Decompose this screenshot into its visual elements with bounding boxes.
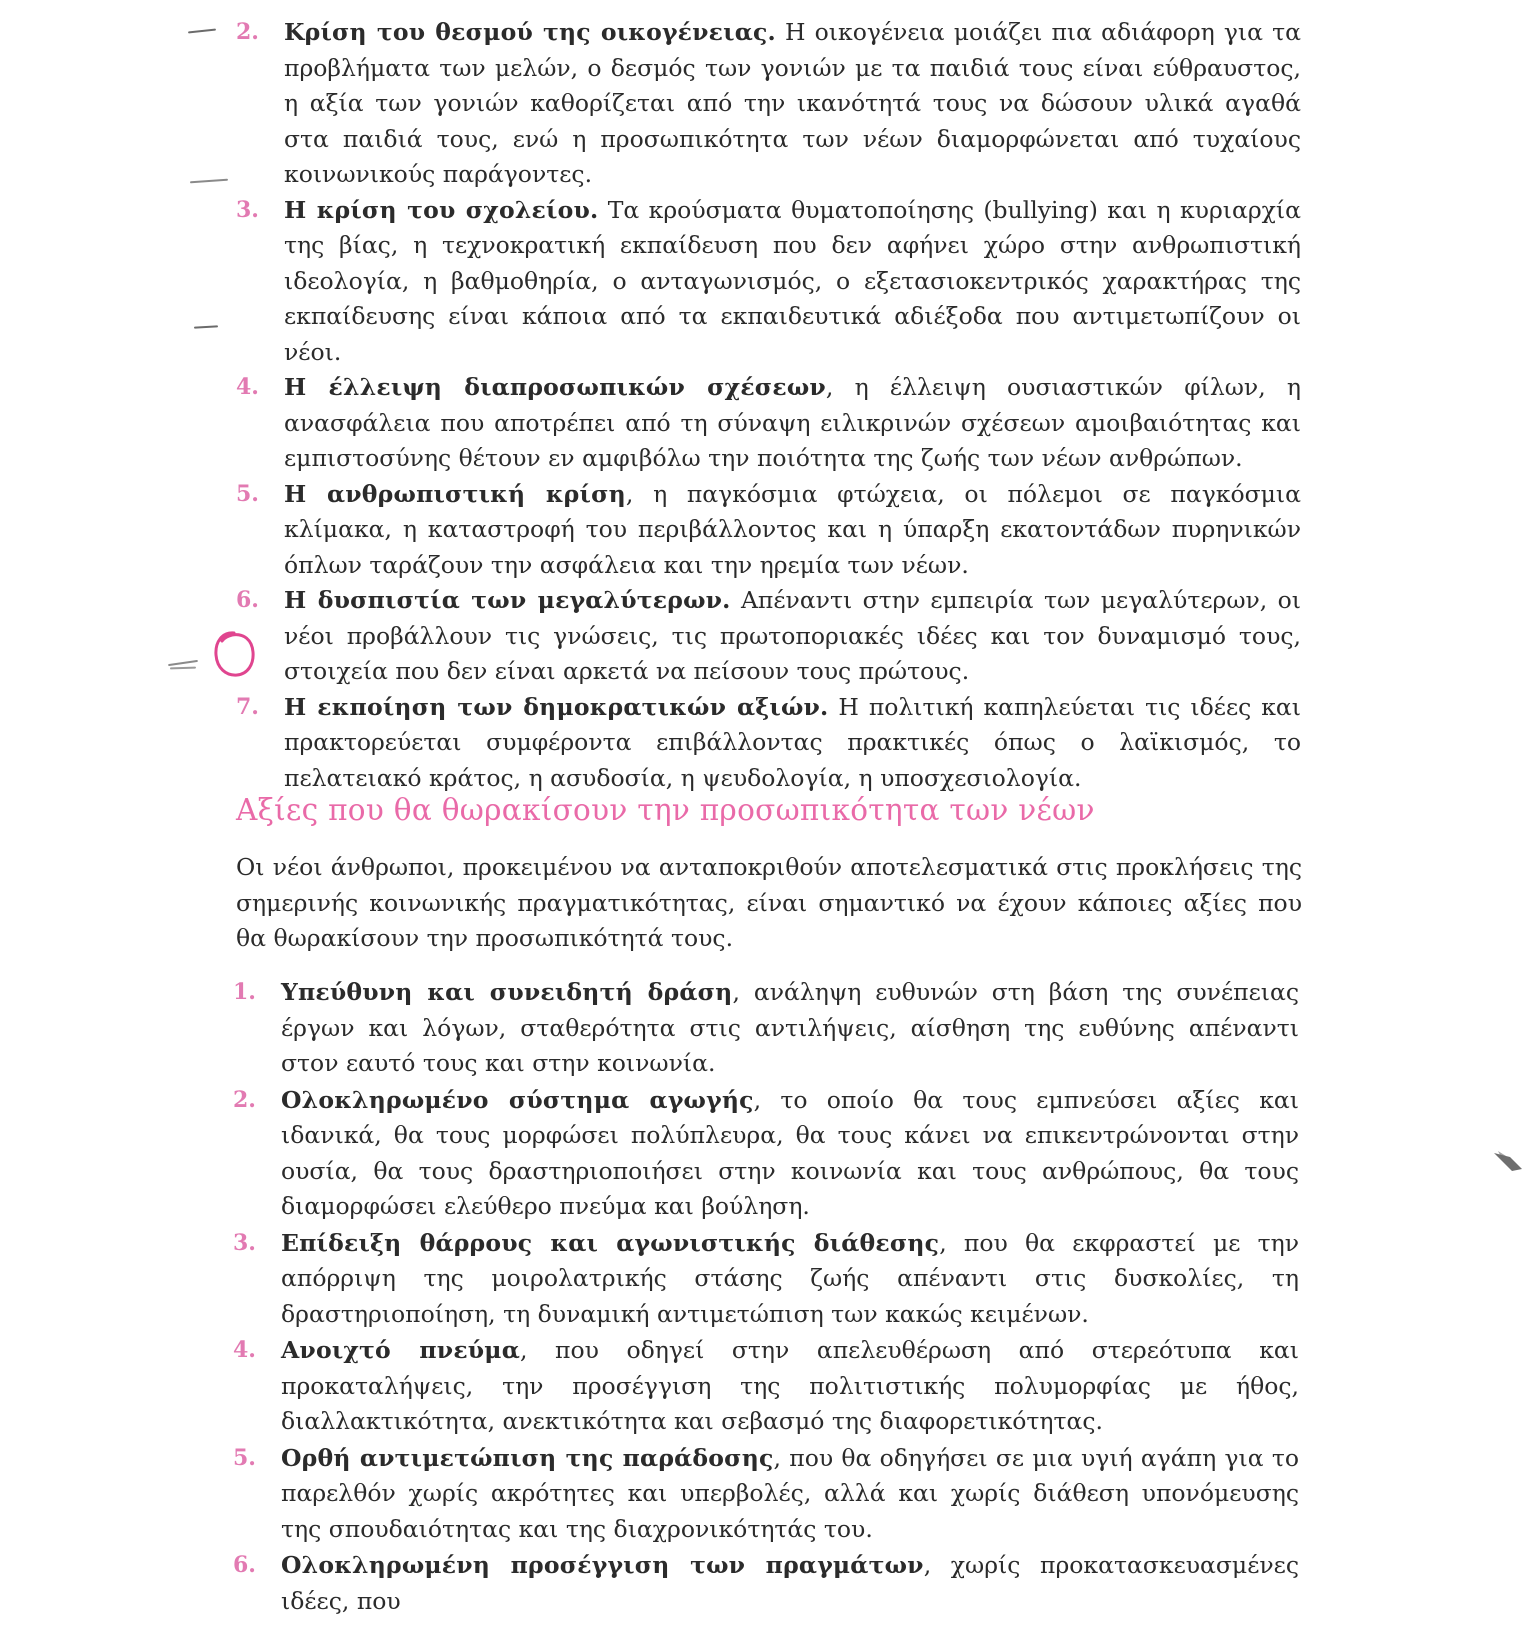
item-text: Απέναντι στην εμπειρία των μεγαλύτερων, οι νέοι προβάλλουν τις γνώσεις, τις πρωτοποριακές ιδέες και τον δυναμισμό τους, στοιχεία που δεν είναι αρκετά να πείσουν τους πρώτους.	[284, 586, 1301, 685]
list-item	[233, 1083, 1299, 1225]
item-lead: Ολοκληρωμένο σύστημα αγωγής	[281, 1085, 754, 1114]
margin-pencil-mark	[190, 179, 228, 184]
item-number: 6.	[233, 1552, 256, 1578]
item-lead: Ολοκληρωμένη προσέγγιση των πραγμάτων	[281, 1551, 924, 1579]
item-lead: Ορθή αντιμετώπιση της παράδοσης	[281, 1443, 774, 1472]
item-text: Η πολιτική καπηλεύεται τις ιδέες και πρακτορεύεται συμφέροντα επιβάλλοντας πρακτικές όπως ο λαϊκισμός, το πελατειακό κράτος, η ασυδοσία, η ψευδολογία, η υποσχεσιολογία.	[284, 692, 1301, 792]
item-text: , που θα οδηγήσει σε μια υγιή αγάπη για το παρελθόν χωρίς ακρότητες και υπερβολές, αλλά και χωρίς διάθεση υπονόμευσης της σπουδαιότητας και της διαχρονικότητάς του.	[281, 1443, 1300, 1543]
list-item	[233, 1226, 1299, 1333]
item-lead: Η έλλειψη διαπροσωπικών σχέσεων	[284, 373, 826, 401]
item-text: , χωρίς προκατασκευασμένες ιδέες, που	[281, 1551, 1300, 1615]
item-number: 4.	[233, 1337, 256, 1363]
scan-smudge	[1492, 1147, 1524, 1177]
item-lead: Η ανθρωπιστική κρίση	[284, 479, 626, 508]
item-number: 1.	[233, 979, 256, 1005]
list-item	[233, 1333, 1299, 1440]
item-text: , που οδηγεί στην απελευθέρωση από στερεότυπα και προκαταλήψεις, την προσέγγιση της πολιτιστικής πολυμορφίας με ήθος, διαλλακτικότητα, ανεκτικότητα και σεβασμό της διαφορετικότητας.	[281, 1336, 1300, 1435]
item-text: Τα κρούσματα θυματοποίησης (bullying) και η κυριαρχία της βίας, η τεχνοκρατική εκπαίδευση που δεν αφήνει χώρο στην ανθρωπιστική ιδεολογία, η βαθμοθηρία, ο ανταγωνισμός, ο εξετασιοκεντρικός χαρακτήρας της εκπαίδευσης είναι κάποια από τα εκπαιδευτικά αδιέξοδα που αντιμετωπίζουν οι νέοι.	[284, 195, 1301, 366]
item-number: 5.	[233, 1444, 256, 1471]
item-number: 7.	[236, 693, 259, 720]
list-item	[233, 1441, 1299, 1548]
list-item	[236, 477, 1301, 584]
item-text: , ανάληψη ευθυνών στη βάση της συνέπειας έργων και λόγων, σταθερότητα στις αντιλήψεις, αίσθηση της ευθύνης απέναντι στον εαυτό τους και στην κοινωνία.	[281, 978, 1300, 1077]
item-number: 3.	[233, 1229, 256, 1256]
item-lead: Επίδειξη θάρρους και αγωνιστικής διάθεσης	[281, 1228, 940, 1257]
item-number: 3.	[236, 196, 259, 223]
item-lead: Κρίση του θεσμού της οικογένειας.	[284, 18, 776, 46]
item-number: 2.	[236, 19, 259, 45]
problems-list	[236, 15, 1301, 796]
section-intro: Οι νέοι άνθρωποι, προκειμένου να ανταποκριθούν αποτελεσματικά στις προκλήσεις της σημερινής κοινωνικής πραγματικότητας, είναι σημαντικό να έχουν κάποιες αξίες που θα θωρακίσουν την προσωπικότητά τους.	[236, 853, 1302, 952]
item-lead: Η εκποίηση των δημοκρατικών αξιών.	[284, 692, 829, 721]
list-item	[236, 690, 1301, 797]
item-text: , το οποίο θα τους εμπνεύσει αξίες και ιδανικά, θα τους μορφώσει πολύπλευρα, θα τους κάνει να επικεντρώνονται στην ουσία, θα τους δραστηριοποιήσει στην κοινωνία και τους ανθρώπους, θα τους διαμορφώσει ελεύθερο πνεύμα και βούληση.	[281, 1085, 1299, 1220]
item-number: 4.	[236, 374, 259, 400]
margin-pencil-mark	[170, 667, 196, 670]
item-lead: Η δυσπιστία των μεγαλύτερων.	[284, 586, 731, 614]
list-item	[236, 583, 1301, 690]
margin-pencil-mark	[168, 660, 198, 666]
item-text: , που θα εκφραστεί με την απόρριψη της μοιρολατρικής στάσης ζωής απέναντι στις δυσκολίες, τη δραστηριοποίηση, τη δυναμική αντιμετώπιση των κακώς κειμένων.	[281, 1228, 1299, 1328]
list-item	[233, 1548, 1299, 1619]
item-lead: Ανοιχτό πνεύμα	[281, 1336, 520, 1364]
list-item	[236, 370, 1301, 477]
section-heading: Αξίες που θα θωρακίσουν την προσωπικότητα των νέων	[236, 793, 1095, 827]
item-lead: Η κρίση του σχολείου.	[284, 195, 599, 224]
list-item	[236, 15, 1301, 193]
item-number: 5.	[236, 480, 259, 507]
item-lead: Υπεύθυνη και συνειδητή δράση	[281, 978, 733, 1006]
list-item	[236, 193, 1301, 371]
list-item	[233, 975, 1299, 1082]
margin-pencil-mark	[188, 29, 216, 34]
item-text: , η έλλειψη ουσιαστικών φίλων, η ανασφάλεια που αποτρέπει από τη σύναψη ειλικρινών σχέσεων αμοιβαιότητας και εμπιστοσύνης θέτουν εν αμφιβόλω την ποιότητα της ζωής των νέων ανθρώπων.	[284, 373, 1301, 472]
item-text: Η οικογένεια μοιάζει πια αδιάφορη για τα προβλήματα των μελών, ο δεσμός των γονιών με τα παιδιά τους είναι εύθραυστος, η αξία των γονιών καθορίζεται από την ικανότητά τους να δώσουν υλικά αγαθά στα παιδιά τους, ενώ η προσωπικότητα των νέων διαμορφώνεται από τυχαίους κοινωνικούς παράγοντες.	[284, 18, 1301, 188]
values-list	[233, 975, 1299, 1620]
item-number: 2.	[233, 1086, 256, 1113]
item-text: , η παγκόσμια φτώχεια, οι πόλεμοι σε παγκόσμια κλίμακα, η καταστροφή του περιβάλλοντος και η ύπαρξη εκατοντάδων πυρηνικών όπλων ταράζουν την ασφάλεια και την ηρεμία των νέων.	[284, 479, 1301, 579]
margin-pencil-mark	[194, 325, 218, 328]
item-number: 6.	[236, 587, 259, 613]
